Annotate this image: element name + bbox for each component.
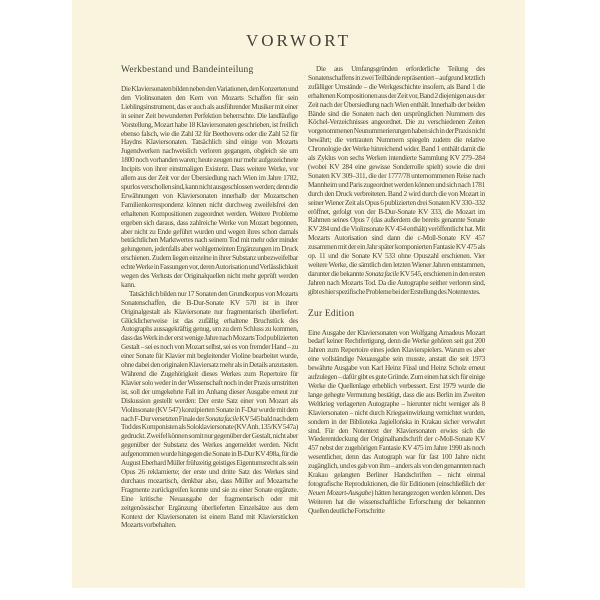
page-title: VORWORT — [246, 31, 351, 50]
left-column — [121, 65, 298, 530]
paragraph: Eine Ausgabe der Klaviersonaten von Wolfgang Amadeus Mozart bedarf keiner Rechtfertigung, denn die Werke gehören seit gut 200 Jahren zum Repertoire eines jeden Klavierspielers. Warum es aber eine vollständige Neuausgabe sein musste, anstatt die seit 1973 bewährte Ausgabe von Karl Heinz Füssl und Heinz Scholz erneut aufzulegen – dafür gibt es gute Gründe. Zum einen hat sich für einige Werke die Quellenlage erheblich verbessert. Erst 1979 wurde die lange gehegte Vermutung bestätigt, dass die aus Berlin im Zweiten Weltkrieg verlagerten Autographe – hierunter nicht weniger als 8 Klaviersonaten – nicht durch Kriegseinwirkung vernichtet wurden, sondern in der Biblioteka Jagiellońska in Krakau sicher verwahrt sind. Für den Notentext der Klaviersonaten erwies sich die Wiederentdeckung der Originalhandschrift der c-Moll-Sonate KV 457 nebst der zugehörigen Fantasie KV 475 im Jahre 1990 als noch wesentlicher, denn das Autograph war für fast 100 Jahre nicht zugänglich, und es gab von ihm – anders als von den genannten nach Krakau gelangten Berliner Handschriften – nicht einmal fotografische Reproduktionen, die für Editionen (einschließlich der Neuen Mozart-Ausgabe) hätten herangezogen werden können. Des Weiteren hat die wissenschaftliche Erforschung der bekannten Quellen deutliche Fortschritte — [308, 327, 485, 515]
paper-page — [72, 0, 525, 588]
paragraph: Tatsächlich bilden nur 17 Sonaten den Grundkorpus von Mozarts Sonatenschaffen, die B-Dur-Sonate KV 570 ist in ihrer Originalgestalt als Klaviersonate nur fragmentarisch überliefert. Glücklicherweise ist das zufällig erhaltene Bruchstück des Autographs aussagekräftig genug, um zu dem Schluss zu kommen, dass das Werk in der erst wenige Jahre nach Mozarts Tod publizierten Gestalt – sei es noch von Mozart selbst, sei es von fremder Hand – zu einer Sonate für Klavier mit begleitender Violine bearbeitet wurde, ohne dabei den originalen Klaviersatz mehr als in Details anzutasten. Während die Zugehörigkeit dieses Werkes zum Repertoire für Klavier solo weder in der Wissenschaft noch in der Praxis umstritten ist, soll der umgekehrte Fall im Anhang dieser Ausgabe erneut zur Diskussion gestellt werden: Der erste Satz einer von Mozart als Violinsonate (KV 547) konzipierten Sonate in F-Dur wurde mit dem nach F-Dur versetzten Finale der Sonata facile KV 545 bald nach dem Tod des Komponisten als Soloklaviersonate (KV Anh. 135/KV 547a) gedruckt. Zweifel können somit nur gegenüber der Gestalt, nicht aber gegenüber der Substanz des Werkes angemeldet werden. Nicht aufgenommen wurde hingegen die Sonate in B-Dur KV 498a, für die August Eberhard Müller frühzeitig geistiges Eigentumsrecht als sein Opus 26 reklamierte; der erste und dritte Satz des Werkes sind durchaus mozartisch, denkbar also, dass Müller auf Mozartsche Fragmente zurückgreifen konnte und sie zu einer Sonate ergänzte. Eine kritische Neuausgabe der fragmentarisch oder mit zeitgenössischer Ergänzung überlieferten Einzelsätze aus dem Kontext der Klaviersonaten ist einem Band mit Klavierstücken Mozarts vorbehalten. — [121, 288, 298, 530]
right-column — [308, 65, 485, 530]
paragraph: Die aus Umfangsgründen erforderliche Teilung des Sonatenschaffens in zwei Teilbände repräsentiert – aufgrund letztlich zufälliger Umstände – die Werkgeschichte insofern, als Band 1 die erhaltenen Kompositionen aus der Zeit vor, Band 2 diejenigen aus der Zeit nach der Übersiedlung nach Wien enthält. Innerhalb der beiden Bände sind die Sonaten nach den ursprünglichen Nummern des Köchel-Verzeichnisses angeordnet. Die zu verschiedenen Zeiten vorgenommenen Neunummerierungen haben sich in der Praxis nicht bewährt; die vertrauten Nummern spiegeln zudem die relative Chronologie der Werke hinreichend wider. Band 1 enthält damit die als Zyklus von sechs Werken intendierte Sammlung KV 279–284 (wobei KV 284 eine gewisse Sonderrolle spielt) sowie die drei Sonaten KV 309–311, die der 1777/78 unternommenen Reise nach Mannheim und Paris zugeordnet werden können und sich nach 1781 durch den Druck verbreiteten. Band 2 wird durch die von Mozart in seiner Wiener Zeit als Opus 6 publizierten drei Sonaten KV 330–332 eröffnet, gefolgt von der B-Dur-Sonate KV 333, die Mozart im Rahmen seines Opus 7 (das außerdem die bereits genannte Sonate KV 284 und die Violinsonate KV 454 enthält) veröffentlicht hat. Mit Mozarts Autorisation sind dann die c-Moll-Sonate KV 457 zusammen mit der ein Jahr später komponierten Fantasie KV 475 als op. 11 und die Sonate KV 533 ohne Opuszahl erschienen. Vier weitere Werke, die sämtlich den letzten Wiener Jahren entstammen, darunter die bekannte Sonata facile KV 545, erschienen in den ersten Jahren nach Mozarts Tod. Da die Autographe seither verloren sind, gibt es hier spezifische Probleme bei der Erstellung des Notentextes. — [308, 64, 485, 296]
section-heading-zur-edition: Zur Edition — [308, 308, 355, 319]
section-heading-werkbestand: Werkbestand und Bandeinteilung — [121, 65, 254, 75]
text-columns — [121, 65, 485, 530]
paragraph: Die Klaviersonaten bilden neben den Variationen, den Konzerten und den Violinsonaten den Kern von Mozarts Schaffen für sein Lieblingsinstrument, das er auch als ausführender Musiker mit einer in seiner Zeit bewunderten Perfektion beherrschte. Die landläufige Vorstellung, Mozart habe 18 Klaviersonaten geschrieben, ist freilich ebenso falsch, wie die Zahl 32 für Beethovens oder die Zahl 52 für Haydns Klaviersonaten. Tatsächlich sind einige von Mozarts Jugendwerken nachweislich verloren gegangen, obgleich sie um 1800 noch vorhanden waren; heute zeugen nur mehr aufgezeichnete Incipits von ihrer einstmaligen Existenz. Dass weitere Werke, vor allem aus der Zeit vor der Übersiedlung nach Wien im Jahre 1782, spurlos verschollen sind, kann nicht ausgeschlossen werden; denn die Erwähnungen von Klaviersonaten innerhalb der Mozartschen Familienkorrespondenz können nicht durchweg zweifelsfrei den erhaltenen Kompositionen zugeordnet werden. Weitere Probleme ergeben sich daraus, dass zahlreiche Werke von Mozart begonnen, aber nicht zu Ende geführt wurden und wegen ihres schon damals beträchtlichen Marktwertes nach seinem Tod mit mehr oder minder gelungenen, jedenfalls aber wohlgemeinten Ergänzungen im Druck erschienen. Zudem liegen einzelne in ihrer Substanz unbezweifelbar echte Werke in Fassungen vor, deren Autorisation und Verlässlichkeit wegen des Verlusts der Originalquellen nicht mehr geprüft werden kann. — [121, 84, 298, 289]
